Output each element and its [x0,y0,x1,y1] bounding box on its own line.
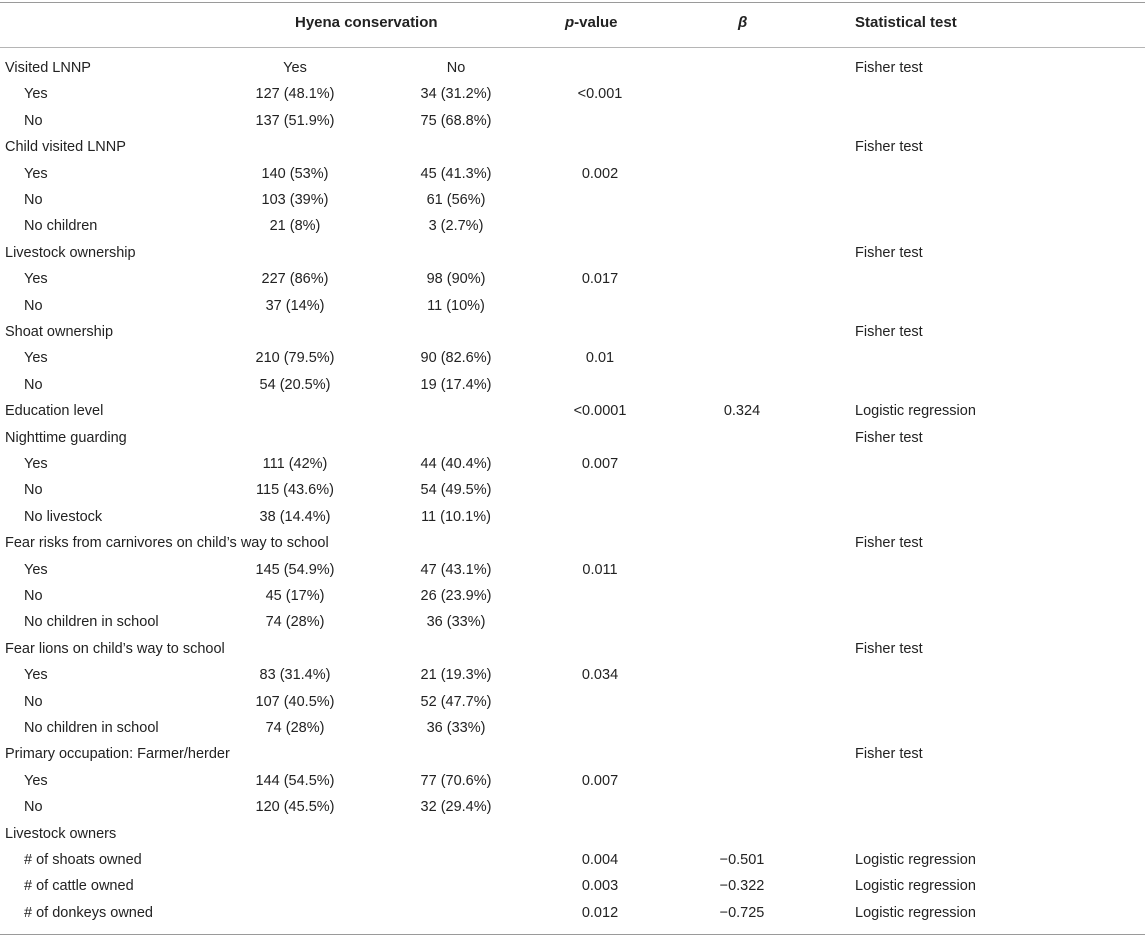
row-label: Yes [24,271,48,288]
cell-yes: 103 (39%) [261,192,329,208]
cell-no: 11 (10%) [427,297,485,314]
cell-no: 45 (41.3%) [420,165,492,182]
row-label: No [24,799,43,816]
cell-beta: 0.324 [723,403,761,420]
row-label: Livestock owners [5,825,117,842]
table-row [0,504,1145,530]
table-row [0,81,1145,107]
table-row [0,662,1145,688]
cell-no: No [446,60,466,76]
header-p-value [565,14,618,31]
cell-p-value: 0.034 [581,667,619,684]
row-label: Yes [24,86,48,103]
cell-statistical-test: Logistic regression [855,878,976,895]
cell-no: 32 (29.4%) [420,799,492,816]
cell-p-value: 0.007 [581,772,619,789]
cell-p-value: <0.001 [577,86,623,103]
table-row [0,213,1145,239]
cell-yes: Yes [283,60,307,76]
header-statistical-test: Statistical test [855,14,957,31]
row-label: No children in school [24,614,159,631]
header-beta: β [738,14,748,31]
table-row [0,768,1145,794]
cell-statistical-test: Logistic regression [855,904,976,921]
cell-p-value: 0.003 [581,878,619,895]
header-p-rest: -value [574,14,618,31]
cell-no: 61 (56%) [426,192,486,208]
row-label: Livestock ownership [5,244,136,261]
table-row [0,873,1145,899]
cell-p-value: 0.004 [581,852,619,868]
row-label: No [24,588,43,604]
cell-statistical-test: Logistic regression [855,403,976,420]
cell-statistical-test: Fisher test [855,139,923,156]
cell-yes: 54 (20.5%) [259,376,331,393]
table-row [0,108,1145,134]
cell-no: 47 (43.1%) [420,561,492,578]
table-row [0,741,1145,767]
cell-yes: 74 (28%) [265,614,325,631]
row-label: # of donkeys owned [24,904,153,921]
table-row [0,240,1145,266]
table-row [0,847,1145,873]
table-row [0,715,1145,741]
cell-yes: 127 (48.1%) [255,86,335,103]
table-row [0,583,1145,609]
table-row [0,689,1145,715]
row-label: No children [24,218,98,235]
row-label: # of cattle owned [24,878,134,895]
cell-no: 19 (17.4%) [420,376,492,393]
cell-yes: 144 (54.5%) [255,772,335,789]
cell-beta: −0.322 [719,878,765,895]
table-bottom-rule [0,934,1145,935]
cell-no: 21 (19.3%) [420,667,492,684]
row-label: Visited LNNP [5,60,91,76]
row-label: Yes [24,456,48,472]
row-label: No [24,376,43,393]
row-label: Yes [24,667,48,684]
table-row [0,345,1145,371]
cell-no: 44 (40.4%) [420,456,492,472]
row-label: Fear risks from carnivores on child’s way to school [5,535,329,552]
header-p-italic: p [565,14,575,31]
table-row [0,636,1145,662]
table-row [0,557,1145,583]
row-label: No [24,112,43,129]
cell-yes: 145 (54.9%) [255,561,335,578]
cell-no: 77 (70.6%) [420,772,492,789]
row-label: Child visited LNNP [5,139,126,156]
cell-no: 26 (23.9%) [420,588,492,604]
row-label: No [24,693,43,710]
cell-beta: −0.501 [719,852,765,868]
cell-yes: 37 (14%) [265,297,325,314]
row-label: No [24,297,43,314]
table-row [0,319,1145,345]
cell-yes: 120 (45.5%) [255,799,335,816]
table-row [0,900,1145,926]
cell-no: 36 (33%) [426,720,486,736]
cell-p-value: 0.01 [585,350,615,367]
row-label: Yes [24,165,48,182]
row-label: Primary occupation: Farmer/herder [5,746,230,763]
row-label: Education level [5,403,104,420]
cell-statistical-test: Fisher test [855,535,923,552]
row-label: No livestock [24,508,103,525]
table-row [0,821,1145,847]
cell-no: 90 (82.6%) [420,350,492,367]
cell-p-value: <0.0001 [573,403,627,420]
cell-yes: 45 (17%) [265,588,325,604]
table-header-rule [0,47,1145,48]
cell-beta: −0.725 [719,904,765,921]
row-label: No [24,482,43,499]
table-row [0,425,1145,451]
cell-p-value: 0.011 [582,561,618,578]
table-row [0,530,1145,556]
cell-no: 36 (33%) [426,614,486,631]
table-row [0,266,1145,292]
row-label: Shoat ownership [5,324,114,340]
cell-p-value: 0.002 [581,165,619,182]
row-label: Yes [24,350,48,367]
row-label: No [24,192,43,208]
cell-statistical-test: Fisher test [855,746,923,763]
cell-statistical-test: Fisher test [855,429,923,446]
cell-yes: 140 (53%) [261,165,329,182]
cell-yes: 137 (51.9%) [255,112,335,129]
cell-statistical-test: Logistic regression [855,852,976,868]
cell-statistical-test: Fisher test [855,60,923,76]
cell-statistical-test: Fisher test [855,324,923,340]
cell-no: 98 (90%) [426,271,486,288]
table-row [0,451,1145,477]
header-hyena-conservation: Hyena conservation [295,14,438,31]
table-row [0,477,1145,503]
cell-no: 75 (68.8%) [420,112,492,129]
cell-no: 52 (47.7%) [420,693,492,710]
cell-yes: 111 (42%) [262,456,328,472]
row-label: Yes [24,561,48,578]
cell-p-value: 0.012 [581,904,619,921]
cell-yes: 38 (14.4%) [259,508,331,525]
cell-yes: 107 (40.5%) [255,693,335,710]
table-row [0,134,1145,160]
table-row [0,161,1145,187]
table-row [0,55,1145,81]
row-label: Yes [24,772,48,789]
cell-no: 54 (49.5%) [420,482,492,499]
cell-no: 34 (31.2%) [420,86,492,103]
table-row [0,372,1145,398]
row-label: Nighttime guarding [5,429,127,446]
table-row [0,398,1145,424]
table-top-rule [0,2,1145,3]
cell-no: 11 (10.1%) [421,508,491,525]
row-label: # of shoats owned [24,852,142,868]
cell-p-value: 0.007 [581,456,619,472]
table-row [0,794,1145,820]
cell-yes: 21 (8%) [269,218,321,235]
table-row [0,293,1145,319]
cell-statistical-test: Fisher test [855,640,923,657]
cell-yes: 74 (28%) [265,720,325,736]
row-label: No children in school [24,720,159,736]
cell-no: 3 (2.7%) [428,218,484,235]
cell-yes: 227 (86%) [261,271,329,288]
row-label: Fear lions on child’s way to school [5,640,225,657]
cell-yes: 210 (79.5%) [255,350,335,367]
cell-p-value: 0.017 [581,271,619,288]
cell-statistical-test: Fisher test [855,244,923,261]
cell-yes: 83 (31.4%) [259,667,331,684]
table-row [0,187,1145,213]
table-row [0,609,1145,635]
cell-yes: 115 (43.6%) [256,482,334,499]
